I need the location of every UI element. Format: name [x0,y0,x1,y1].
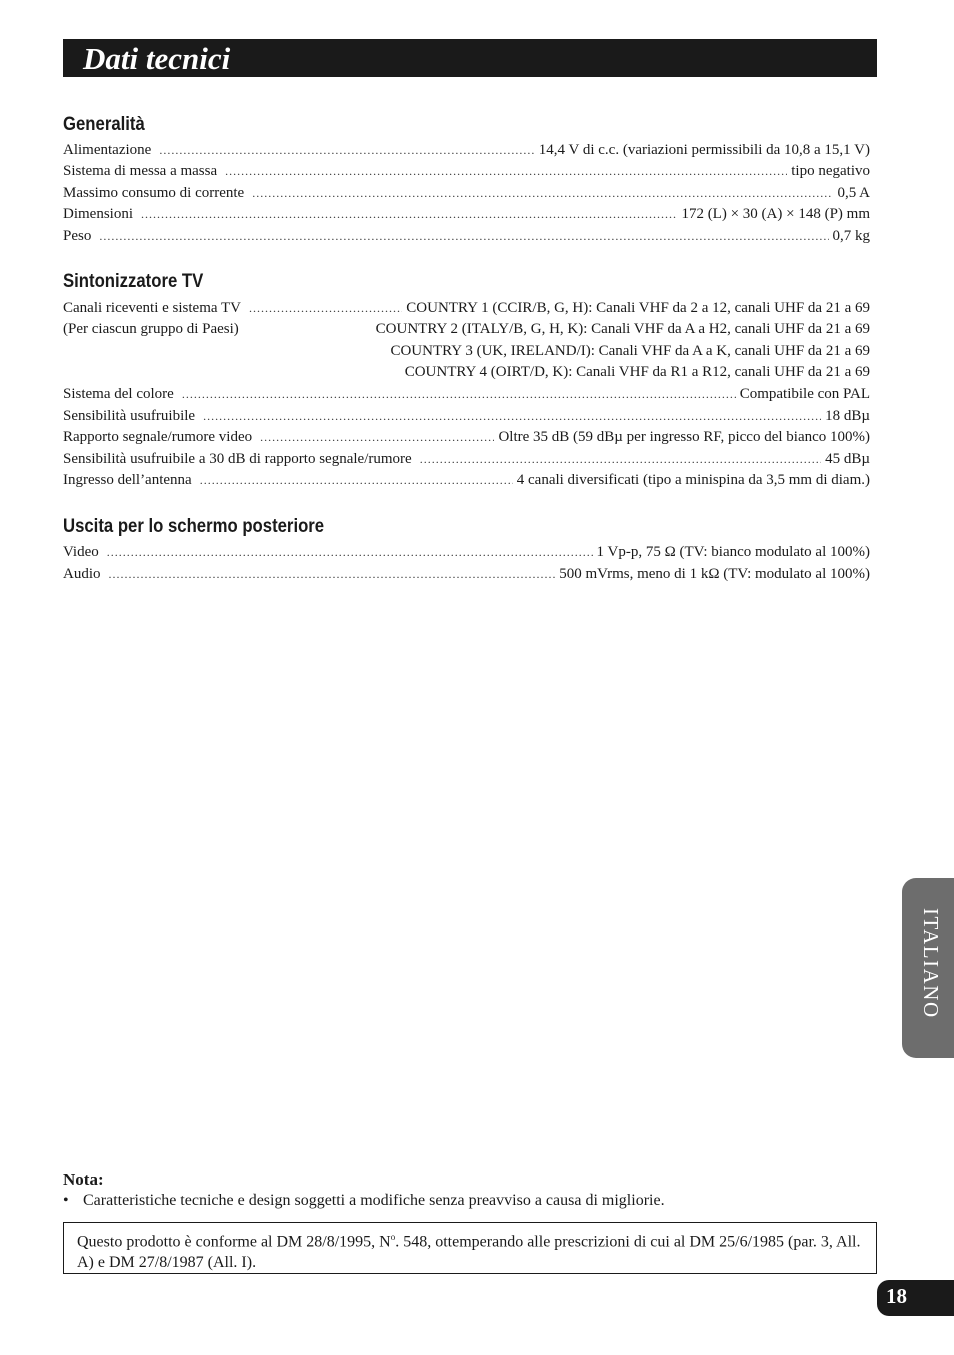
spec-value: 172 (L) × 30 (A) × 148 (P) mm [681,206,870,222]
conformity-notice [63,1222,877,1274]
country-1: COUNTRY 1 (CCIR/B, G, H): Canali VHF da 2 a 12, canali UHF da 21 a 69 [406,300,870,316]
spec-row-country-4 [63,364,870,384]
country-4: COUNTRY 4 (OIRT/D, K): Canali VHF da R1 a R12, canali UHF da 21 a 69 [404,364,870,380]
spec-row-rapporto-video [63,429,870,449]
spec-value: tipo negativo [791,163,870,179]
spec-label: Canali riceventi e sistema TV [63,300,242,316]
dot-leader [225,164,787,179]
spec-row-peso [63,228,870,248]
spec-value: Oltre 35 dB (59 dBµ per ingresso RF, picco del bianco 100%) [498,429,870,445]
spec-row-audio [63,566,870,586]
page-number: 18 [886,1284,907,1308]
spec-label: Sistema di messa a massa [63,163,218,179]
dot-leader [182,387,736,402]
spec-value: 4 canali diversificati (tipo a minispina da 3,5 mm di diam.) [516,472,870,488]
dot-leader [420,452,821,467]
spec-row-colore [63,386,870,406]
dot-leader [141,207,677,222]
page-number-tab [877,1280,954,1316]
nota-text: Caratteristiche tecniche e design soggetti a modifiche senza preavviso a causa di migliorie. [83,1192,665,1209]
spec-label: Alimentazione [63,142,152,158]
page-title-bar [63,39,877,77]
language-tab-label: ITALIANO [919,908,943,1019]
section-heading-generalita: Generalità [63,114,145,135]
spec-value: 0,5 A [837,185,870,201]
spec-value: 18 dBµ [825,408,870,424]
spec-row-country-2 [63,321,870,341]
page-title: Dati tecnici [83,41,231,76]
spec-value: Compatibile con PAL [739,386,870,402]
spec-label: Sensibilità usufruibile [63,408,196,424]
dot-leader [159,143,534,158]
notice-superscript: o [390,1232,396,1242]
spec-label: Sistema del colore [63,386,174,402]
dot-leader [99,229,828,244]
dot-leader [252,186,833,201]
spec-value: 0,7 kg [832,228,870,244]
dot-leader [200,473,513,488]
spec-row-antenna [63,472,870,492]
nota-bullet-item [63,1192,665,1210]
spec-row-canali [63,300,870,320]
section-heading-sintonizzatore: Sintonizzatore TV [63,271,204,292]
section-heading-uscita: Uscita per lo schermo posteriore [63,516,325,537]
spec-label: Massimo consumo di corrente [63,185,245,201]
spec-label: Dimensioni [63,206,133,222]
spec-row-sensibilita-30db [63,451,870,471]
dot-leader [107,545,593,560]
spec-row-video [63,544,870,564]
spec-sublabel: (Per ciascun gruppo di Paesi) [63,321,239,337]
country-2: COUNTRY 2 (ITALY/B, G, H, K): Canali VHF da A a H2, canali UHF da 21 a 69 [375,321,870,337]
spec-row-massa [63,163,870,183]
dot-leader [260,430,494,445]
nota-heading: Nota: [63,1170,104,1189]
spec-row-sensibilita [63,408,870,428]
spec-value: 500 mVrms, meno di 1 kΩ (TV: modulato al 100%) [559,566,870,582]
spec-label: Peso [63,228,92,244]
language-tab [902,878,954,1058]
notice-text-part1: Questo prodotto è conforme al DM 28/8/1995, N [77,1233,391,1251]
spec-label: Ingresso dell’antenna [63,472,192,488]
spec-value: 14,4 V di c.c. (variazioni permissibili da 10,8 a 15,1 V) [538,142,870,158]
spec-value: 45 dBµ [825,451,870,467]
spec-row-dimensioni [63,206,870,226]
spec-row-country-3 [63,343,870,363]
spec-label: Audio [63,566,101,582]
dot-leader [109,567,556,582]
notice-text-part2: . 548, ottemperando alle prescrizioni di cui al DM 25/6/1985 (par. 3, All. A) e DM 27/8/1987 (All. I). [77,1233,861,1272]
country-3: COUNTRY 3 (UK, IRELAND/I): Canali VHF da A a K, canali UHF da 21 a 69 [390,343,870,359]
bullet-icon: • [63,1192,69,1209]
dot-leader [249,301,402,316]
spec-label: Rapporto segnale/rumore video [63,429,253,445]
spec-label: Video [63,544,99,560]
spec-value: 1 Vp-p, 75 Ω (TV: bianco modulato al 100%) [596,544,870,560]
dot-leader [203,409,821,424]
spec-label: Sensibilità usufruibile a 30 dB di rapporto segnale/rumore [63,451,412,467]
spec-row-alimentazione [63,142,870,162]
spec-row-consumo [63,185,870,205]
